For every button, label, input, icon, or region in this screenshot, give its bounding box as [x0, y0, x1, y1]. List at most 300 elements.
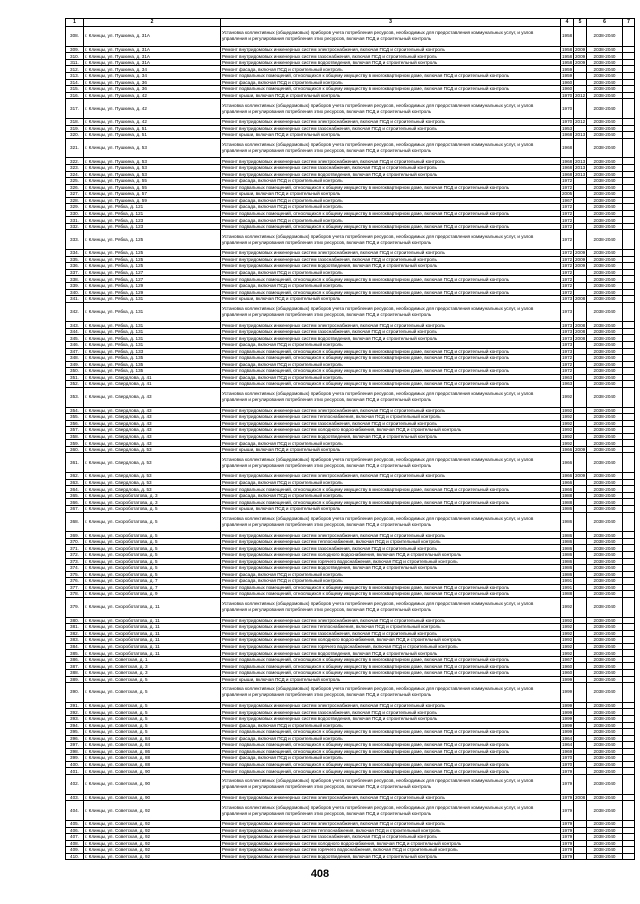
- row-planned-period: 2038-2040: [587, 853, 623, 860]
- row-build-year: 1959: [562, 66, 573, 72]
- row-number: 319.: [66, 125, 84, 132]
- row-build-year: 1986: [562, 571, 573, 577]
- row-address: г. Клинцы, ул. Скороботатова, д. 5: [84, 512, 221, 532]
- row-number: 405.: [66, 821, 84, 828]
- row-work-type: Ремонт внутридомовых инженерных систем теплоснабжения, включая ПСД и строительный контроль: [221, 624, 561, 631]
- row-address: г. Клинцы, ул. Советская, д. 5: [84, 676, 221, 683]
- row-number: 402.: [66, 774, 84, 794]
- row-number: 403.: [66, 794, 84, 801]
- row-build-year: 1972: [562, 263, 573, 269]
- row-planned-period: 2038-2040: [587, 53, 623, 60]
- table-row: [66, 99, 635, 119]
- row-build-year: 1973: [562, 342, 573, 348]
- row-work-type: Ремонт подвальных помещений, относящихся к общему имуществу в многоквартирном доме, включая ПСД и строительный контроль: [221, 670, 561, 677]
- row-number: 365.: [66, 492, 84, 499]
- row-work-type: Установка коллективных (общедомовых) приборов учета потребления ресурсов, необходимых для предоставления коммунальных услуг, и узлов управления и регулирования потребления этих ресурсов, включая ПСД и строительный контроль: [221, 597, 561, 617]
- column-header-5: 5: [574, 19, 587, 27]
- row-planned-period: 2038-2040: [587, 138, 623, 158]
- row-last-repair-year: 2009: [575, 256, 586, 262]
- row-number: 320.: [66, 132, 84, 139]
- row-address: г. Клинцы, ул. Пушкина, д. 51: [84, 125, 221, 132]
- row-address: г. Клинцы, ул. Скороботатова, д. 11: [84, 617, 221, 624]
- row-number: 407.: [66, 834, 84, 841]
- row-address: г. Клинцы, ул. Скороботатова, д. 11: [84, 650, 221, 657]
- row-planned-period: 2038-2040: [587, 538, 623, 545]
- row-address: г. Клинцы, ул. Свердлова, д. 43: [84, 407, 221, 414]
- row-number: 318.: [66, 118, 84, 125]
- row-number: 408.: [66, 840, 84, 847]
- row-planned-period: 2038-2040: [587, 591, 623, 598]
- row-planned-period: 2038-2040: [587, 630, 623, 637]
- row-number: 391.: [66, 702, 84, 709]
- row-planned-period: 2038-2040: [587, 702, 623, 709]
- row-work-type: Ремонт внутридомовых инженерных систем газоснабжения, включая ПСД и строительный контроль: [221, 164, 561, 171]
- row-build-year: 1999: [561, 683, 574, 703]
- row-work-type: Ремонт внутридомовых инженерных систем электроснабжения, включая ПСД и строительный контроль: [221, 702, 561, 709]
- row-address: г. Клинцы, ул. Скороботатова, д. 3: [84, 499, 221, 506]
- row-work-type: Ремонт внутридомовых инженерных систем электроснабжения, включая ПСД и строительный контроль: [221, 46, 561, 53]
- row-last-repair-year: 2008: [575, 335, 586, 341]
- row-work-type: Ремонт фасада, включая ПСД и строительный контроль: [221, 492, 561, 499]
- row-planned-period: 2038-2040: [587, 801, 623, 821]
- row-work-type: Ремонт фасада, включая ПСД и строительный контроль: [221, 755, 561, 762]
- row-number: 317.: [66, 99, 84, 119]
- row-planned-period: 2038-2040: [587, 72, 623, 79]
- row-work-type: Ремонт внутридомовых инженерных систем водоотведения, включая ПСД и строительный контроль: [221, 650, 561, 657]
- row-address: г. Клинцы, ул. Рябка, д. 135: [84, 361, 221, 368]
- row-number: 351.: [66, 374, 84, 381]
- row-build-year: 1986: [562, 545, 573, 551]
- row-last-repair-year: [574, 597, 587, 617]
- row-build-year: 1966: [561, 453, 574, 473]
- row-planned-period: 2038-2040: [587, 637, 623, 644]
- row-last-repair-year: [574, 27, 587, 47]
- row-planned-period: 2038-2040: [587, 197, 623, 204]
- row-last-repair-year: [574, 453, 587, 473]
- row-address: г. Клинцы, ул. Рябка, д. 121: [84, 204, 221, 211]
- row-planned-period: 2038-2040: [587, 387, 623, 407]
- row-work-type: Ремонт крыши, включая ПСД и строительный контроль: [221, 446, 561, 453]
- row-build-year: 1972: [562, 256, 573, 262]
- row-number: 375.: [66, 571, 84, 578]
- row-address: г. Клинцы, ул. Свердлова, д. 53: [84, 486, 221, 493]
- row-work-type: Ремонт внутридомовых инженерных систем водоотведения, включая ПСД и строительный контроль: [221, 565, 561, 572]
- table-row: [66, 801, 635, 821]
- row-last-repair-year: [574, 99, 587, 119]
- row-planned-period: 2038-2040: [587, 486, 623, 493]
- row-note: [623, 387, 635, 407]
- row-address: г. Клинцы, ул. Советская, д. 92: [84, 821, 221, 828]
- row-work-type: Ремонт внутридомовых инженерных систем теплоснабжения, включая ПСД и строительный контроль: [221, 827, 561, 834]
- row-address: г. Клинцы, ул. Советская, д. 84: [84, 735, 221, 742]
- row-build-year: 1979: [562, 853, 573, 859]
- row-address: г. Клинцы, ул. Рябка, д. 133: [84, 348, 221, 355]
- row-address: г. Клинцы, ул. Рябка, д. 129: [84, 282, 221, 289]
- document-sheet: [65, 18, 634, 860]
- row-work-type: Установка коллективных (общедомовых) приборов учета потребления ресурсов, необходимых для предоставления коммунальных услуг, и узлов управления и регулирования потребления этих ресурсов, включая ПСД и строительный контроль: [221, 230, 561, 250]
- row-address: г. Клинцы, ул. Свердлова, д. 53: [84, 473, 221, 480]
- row-last-repair-year: 2009: [575, 447, 586, 453]
- row-address: г. Клинцы, ул. Пушкина, д. 42: [84, 118, 221, 125]
- row-number: 374.: [66, 565, 84, 572]
- row-number: 360.: [66, 446, 84, 453]
- row-number: 314.: [66, 79, 84, 86]
- row-planned-period: 2038-2040: [587, 670, 623, 677]
- row-build-year: 1972: [562, 270, 573, 276]
- row-build-year: 1992: [562, 414, 573, 420]
- row-work-type: Ремонт внутридомовых инженерных систем электроснабжения, включая ПСД и строительный контроль: [221, 250, 561, 257]
- row-build-year: 1964: [562, 735, 573, 741]
- row-work-type: Установка коллективных (общедомовых) приборов учета потребления ресурсов, необходимых для предоставления коммунальных услуг, и узлов управления и регулирования потребления этих ресурсов, включая ПСД и строительный контроль: [221, 302, 561, 322]
- row-last-repair-year: [574, 853, 587, 860]
- row-planned-period: 2038-2040: [587, 656, 623, 663]
- row-work-type: Ремонт фасада, включая ПСД и строительный контроль: [221, 735, 561, 742]
- row-number: 406.: [66, 827, 84, 834]
- row-build-year: 1967: [562, 657, 573, 663]
- row-number: 397.: [66, 742, 84, 749]
- row-work-type: Ремонт фасада, включая ПСД и строительный контроль: [221, 79, 561, 86]
- row-address: г. Клинцы, ул. Рябка, д. 123: [84, 217, 221, 224]
- row-build-year: 1992: [562, 637, 573, 643]
- row-number: 349.: [66, 361, 84, 368]
- row-address: г. Клинцы, ул. Рябка, д. 131: [84, 335, 221, 342]
- row-number: 373.: [66, 558, 84, 565]
- row-address: г. Клинцы, ул. Скороботатова, д. 5: [84, 571, 221, 578]
- row-number: 332.: [66, 223, 84, 230]
- row-work-type: Ремонт внутридомовых инженерных систем теплоснабжения, включая ПСД и строительный контроль: [221, 414, 561, 421]
- row-build-year: 1979: [562, 794, 573, 800]
- row-number: 323.: [66, 164, 84, 171]
- row-work-type: Ремонт внутридомовых инженерных систем газоснабжения, включая ПСД и строительный контроль: [221, 709, 561, 716]
- row-work-type: Ремонт внутридомовых инженерных систем газоснабжения, включая ПСД и строительный контроль: [221, 256, 561, 263]
- row-last-repair-year: [574, 138, 587, 158]
- row-work-type: Ремонт внутридомовых инженерных систем водоотведения, включая ПСД и строительный контроль: [221, 853, 561, 860]
- row-number: 329.: [66, 204, 84, 211]
- row-work-type: Ремонт крыши, включая ПСД и строительный контроль: [221, 92, 561, 99]
- row-work-type: Установка коллективных (общедомовых) приборов учета потребления ресурсов, необходимых для предоставления коммунальных услуг, и узлов управления и регулирования потребления этих ресурсов, включая ПСД и строительный контроль: [221, 387, 561, 407]
- row-build-year: 1992: [562, 427, 573, 433]
- row-build-year: 1973: [562, 329, 573, 335]
- row-last-repair-year: [574, 801, 587, 821]
- row-number: 325.: [66, 178, 84, 185]
- row-planned-period: 2038-2040: [587, 361, 623, 368]
- row-note: [623, 801, 635, 821]
- row-number: 321.: [66, 138, 84, 158]
- row-address: г. Клинцы, ул. Свердлова, д. 43: [84, 427, 221, 434]
- row-build-year: 1986: [562, 539, 573, 545]
- row-address: г. Клинцы, ул. Свердлова, д. 41: [84, 381, 221, 388]
- row-work-type: Ремонт крыши, включая ПСД и строительный контроль: [221, 132, 561, 139]
- row-build-year: 1958: [561, 27, 574, 47]
- row-planned-period: 2038-2040: [587, 840, 623, 847]
- row-build-year: 1963: [562, 381, 573, 387]
- row-work-type: Ремонт внутридомовых инженерных систем электроснабжения, включая ПСД и строительный контроль: [221, 821, 561, 828]
- row-number: 367.: [66, 506, 84, 513]
- row-address: г. Клинцы, ул. Рябка, д. 123: [84, 223, 221, 230]
- row-planned-period: 2038-2040: [587, 552, 623, 559]
- row-address: г. Клинцы, ул. Пушкина, д. 59: [84, 197, 221, 204]
- row-build-year: 1964: [562, 742, 573, 748]
- row-address: г. Клинцы, ул. Рябка, д. 131: [84, 322, 221, 329]
- row-work-type: Ремонт внутридомовых инженерных систем газоснабжения, включая ПСД и строительный контроль: [221, 545, 561, 552]
- row-work-type: Ремонт подвальных помещений, относящихся к общему имуществу в многоквартирном доме, включая ПСД и строительный контроль: [221, 761, 561, 768]
- row-build-year: 1991: [562, 578, 573, 584]
- row-number: 401.: [66, 768, 84, 775]
- row-work-type: Ремонт подвальных помещений, относящихся к общему имуществу в многоквартирном доме, включая ПСД и строительный контроль: [221, 486, 561, 493]
- row-work-type: Ремонт подвальных помещений, относящихся к общему имуществу в многоквартирном доме, включая ПСД и строительный контроль: [221, 742, 561, 749]
- row-work-type: Ремонт крыши, включая ПСД и строительный контроль: [221, 296, 561, 303]
- row-work-type: Ремонт подвальных помещений, относящихся к общему имуществу в многоквартирном доме, включая ПСД и строительный контроль: [221, 355, 561, 362]
- row-work-type: Ремонт внутридомовых инженерных систем водоотведения, включая ПСД и строительный контроль: [221, 171, 561, 178]
- row-build-year: 1959: [562, 73, 573, 79]
- row-build-year: 1968: [562, 165, 573, 171]
- row-number: 398.: [66, 748, 84, 755]
- row-build-year: 1986: [562, 565, 573, 571]
- row-work-type: Ремонт фасада, включая ПСД и строительный контроль: [221, 479, 561, 486]
- row-note: [623, 512, 635, 532]
- row-build-year: 1972: [562, 283, 573, 289]
- row-last-repair-year: [574, 230, 587, 250]
- row-build-year: 1986: [561, 512, 574, 532]
- row-work-type: Ремонт внутридомовых инженерных систем электроснабжения, включая ПСД и строительный контроль: [221, 617, 561, 624]
- row-note: [623, 774, 635, 794]
- row-address: г. Клинцы, ул. Советская, д. 92: [84, 834, 221, 841]
- row-planned-period: 2038-2040: [587, 827, 623, 834]
- row-address: г. Клинцы, ул. Свердлова, д. 53: [84, 453, 221, 473]
- row-address: г. Клинцы, ул. Рябка, д. 125: [84, 230, 221, 250]
- row-build-year: 1992: [561, 387, 574, 407]
- row-work-type: Ремонт подвальных помещений, относящихся к общему имуществу в многоквартирном доме, включая ПСД и строительный контроль: [221, 656, 561, 663]
- row-planned-period: 2038-2040: [587, 59, 623, 66]
- row-number: 316.: [66, 92, 84, 99]
- row-build-year: 1999: [562, 703, 573, 709]
- row-last-repair-year: [574, 512, 587, 532]
- row-work-type: Ремонт внутридомовых инженерных систем водоотведения, включая ПСД и строительный контроль: [221, 335, 561, 342]
- row-address: г. Клинцы, ул. Свердлова, д. 53: [84, 479, 221, 486]
- row-planned-period: 2038-2040: [587, 217, 623, 224]
- row-work-type: Ремонт подвальных помещений, относящихся к общему имуществу в многоквартирном доме, включая ПСД и строительный контроль: [221, 584, 561, 591]
- row-address: г. Клинцы, ул. Рябка, д. 131: [84, 302, 221, 322]
- row-work-type: Ремонт подвальных помещений, относящихся к общему имуществу в многоквартирном доме, включая ПСД и строительный контроль: [221, 223, 561, 230]
- row-note: [623, 99, 635, 119]
- row-build-year: 1972: [562, 289, 573, 295]
- row-number: 312.: [66, 66, 84, 73]
- row-work-type: Установка коллективных (общедомовых) приборов учета потребления ресурсов, необходимых для предоставления коммунальных услуг, и узлов управления и регулирования потребления этих ресурсов, включая ПСД и строительный контроль: [221, 801, 561, 821]
- row-number: 389.: [66, 676, 84, 683]
- table-row: [66, 853, 635, 860]
- row-work-type: Установка коллективных (общедомовых) приборов учета потребления ресурсов, необходимых для предоставления коммунальных услуг, и узлов управления и регулирования потребления этих ресурсов, включая ПСД и строительный контроль: [221, 453, 561, 473]
- row-address: г. Клинцы, ул. Пушкина, д. 34: [84, 66, 221, 73]
- row-build-year: 1979: [561, 801, 574, 821]
- row-work-type: Ремонт подвальных помещений, относящихся к общему имуществу в многоквартирном доме, включая ПСД и строительный контроль: [221, 748, 561, 755]
- row-work-type: Установка коллективных (общедомовых) приборов учета потребления ресурсов, необходимых для предоставления коммунальных услуг, и узлов управления и регулирования потребления этих ресурсов, включая ПСД и строительный контроль: [221, 512, 561, 532]
- row-address: г. Клинцы, ул. Пушкина, д. 42: [84, 92, 221, 99]
- page-number: 408: [310, 868, 330, 880]
- row-planned-period: 2038-2040: [587, 92, 623, 99]
- row-note: [623, 453, 635, 473]
- row-address: г. Клинцы, ул. Пушкина, д. 36: [84, 79, 221, 86]
- row-planned-period: 2038-2040: [587, 302, 623, 322]
- row-build-year: 1992: [562, 643, 573, 649]
- row-address: г. Клинцы, ул. Скороботатова, д. 7: [84, 584, 221, 591]
- row-address: г. Клинцы, ул. Рябка, д. 129: [84, 289, 221, 296]
- row-number: 409.: [66, 847, 84, 854]
- row-address: г. Клинцы, ул. Скороботатова, д. 9: [84, 591, 221, 598]
- row-planned-period: 2038-2040: [587, 643, 623, 650]
- row-build-year: 1999: [562, 729, 573, 735]
- row-build-year: 1960: [562, 670, 573, 676]
- row-number: 382.: [66, 630, 84, 637]
- row-build-year: 1979: [562, 834, 573, 840]
- row-work-type: Ремонт внутридомовых инженерных систем холодного водоснабжения, включая ПСД и строительный контроль: [221, 840, 561, 847]
- row-build-year: 1992: [562, 650, 573, 656]
- row-address: г. Клинцы, ул. Советская, д. 5: [84, 729, 221, 736]
- row-last-repair-year: 2008: [575, 296, 586, 302]
- row-build-year: 1992: [562, 440, 573, 446]
- row-build-year: 1979: [562, 768, 573, 774]
- row-build-year: 1992: [562, 617, 573, 623]
- row-build-year: 1986: [562, 506, 573, 512]
- row-address: г. Клинцы, ул. Советская, д. 3: [84, 663, 221, 670]
- row-note: [623, 138, 635, 158]
- row-work-type: Ремонт внутридомовых инженерных систем горячего водоснабжения, включая ПСД и строительный контроль: [221, 558, 561, 565]
- row-planned-period: 2038-2040: [587, 132, 623, 139]
- row-address: г. Клинцы, ул. Рябка, д. 131: [84, 328, 221, 335]
- row-planned-period: 2038-2040: [587, 250, 623, 257]
- row-address: г. Клинцы, ул. Советская, д. 92: [84, 847, 221, 854]
- row-work-type: Ремонт подвальных помещений, относящихся к общему имуществу в многоквартирном доме, включая ПСД и строительный контроль: [221, 768, 561, 775]
- row-planned-period: 2038-2040: [587, 164, 623, 171]
- row-address: г. Клинцы, ул. Советская, д. 88: [84, 755, 221, 762]
- row-planned-period: 2038-2040: [587, 223, 623, 230]
- row-work-type: Ремонт внутридомовых инженерных систем электроснабжения, включая ПСД и строительный контроль: [221, 407, 561, 414]
- row-build-year: 1992: [561, 597, 574, 617]
- row-number: 400.: [66, 761, 84, 768]
- row-planned-period: 2038-2040: [587, 355, 623, 362]
- row-planned-period: 2038-2040: [587, 276, 623, 283]
- row-work-type: Ремонт внутридомовых инженерных систем водоотведения, включая ПСД и строительный контроль: [221, 433, 561, 440]
- row-address: г. Клинцы, ул. Свердлова, д. 43: [84, 440, 221, 447]
- row-planned-period: 2038-2040: [587, 748, 623, 755]
- row-number: 404.: [66, 801, 84, 821]
- row-last-repair-year: 2008: [575, 794, 586, 800]
- row-work-type: Ремонт фасада, включая ПСД и строительный контроль: [221, 178, 561, 185]
- row-address: г. Клинцы, ул. Свердлова, д. 43: [84, 387, 221, 407]
- row-build-year: 1972: [562, 224, 573, 230]
- row-work-type: Установка коллективных (общедомовых) приборов учета потребления ресурсов, необходимых для предоставления коммунальных услуг, и узлов управления и регулирования потребления этих ресурсов, включая ПСД и строительный контроль: [221, 138, 561, 158]
- column-header-1: 1: [66, 19, 84, 27]
- row-address: г. Клинцы, ул. Скороботатова, д. 3: [84, 492, 221, 499]
- row-number: 386.: [66, 656, 84, 663]
- row-number: 334.: [66, 250, 84, 257]
- row-planned-period: 2038-2040: [587, 230, 623, 250]
- row-planned-period: 2038-2040: [587, 617, 623, 624]
- row-number: 341.: [66, 296, 84, 303]
- row-planned-period: 2038-2040: [587, 118, 623, 125]
- row-work-type: Ремонт подвальных помещений, относящихся к общему имуществу в многоквартирном доме, включая ПСД и строительный контроль: [221, 276, 561, 283]
- row-work-type: Ремонт фасада, включая ПСД и строительный контроль: [221, 66, 561, 73]
- table-body: [66, 27, 635, 860]
- row-build-year: 1970: [562, 755, 573, 761]
- table-row: [66, 597, 635, 617]
- column-header-3: 3: [221, 19, 561, 27]
- row-build-year: 1992: [562, 407, 573, 413]
- row-work-type: Ремонт фасада, включая ПСД и строительный контроль: [221, 578, 561, 585]
- row-planned-period: 2038-2040: [587, 742, 623, 749]
- row-planned-period: 2038-2040: [587, 774, 623, 794]
- row-number: 388.: [66, 670, 84, 677]
- row-number: 387.: [66, 663, 84, 670]
- row-build-year: 1988: [562, 499, 573, 505]
- row-planned-period: 2038-2040: [587, 558, 623, 565]
- row-work-type: Ремонт крыши, включая ПСД и строительный контроль: [221, 191, 561, 198]
- row-planned-period: 2038-2040: [587, 171, 623, 178]
- row-planned-period: 2038-2040: [587, 414, 623, 421]
- row-address: г. Клинцы, ул. Скороботатова, д. 11: [84, 597, 221, 617]
- row-planned-period: 2038-2040: [587, 178, 623, 185]
- row-planned-period: 2038-2040: [587, 99, 623, 119]
- row-number: 393.: [66, 715, 84, 722]
- row-last-repair-year: [574, 302, 587, 322]
- row-address: г. Клинцы, ул. Скороботатова, д. 5: [84, 558, 221, 565]
- row-number: 337.: [66, 269, 84, 276]
- row-address: г. Клинцы, ул. Советская, д. 5: [84, 702, 221, 709]
- row-planned-period: 2038-2040: [587, 492, 623, 499]
- row-build-year: 1972: [562, 210, 573, 216]
- row-number: 379.: [66, 597, 84, 617]
- row-work-type: Ремонт подвальных помещений, относящихся к общему имуществу в многоквартирном доме, включая ПСД и строительный контроль: [221, 729, 561, 736]
- row-last-repair-year: 2009: [575, 60, 586, 66]
- row-work-type: Установка коллективных (общедомовых) приборов учета потребления ресурсов, необходимых для предоставления коммунальных услуг, и узлов управления и регулирования потребления этих ресурсов, включая ПСД и строительный контроль: [221, 27, 561, 47]
- row-work-type: Установка коллективных (общедомовых) приборов учета потребления ресурсов, необходимых для предоставления коммунальных услуг, и узлов управления и регулирования потребления этих ресурсов, включая ПСД и строительный контроль: [221, 683, 561, 703]
- row-address: г. Клинцы, ул. Рябка, д. 131: [84, 342, 221, 349]
- row-address: г. Клинцы, ул. Пушкина, д. 53: [84, 138, 221, 158]
- row-last-repair-year: 2013: [575, 158, 586, 164]
- table-header-row: [66, 19, 635, 27]
- row-work-type: Ремонт подвальных помещений, относящихся к общему имуществу в многоквартирном доме, включая ПСД и строительный контроль: [221, 86, 561, 93]
- row-build-year: 1972: [561, 230, 574, 250]
- row-work-type: Ремонт внутридомовых инженерных систем газоснабжения, включая ПСД и строительный контроль: [221, 420, 561, 427]
- row-number: 368.: [66, 512, 84, 532]
- row-address: г. Клинцы, ул. Рябка, д. 125: [84, 263, 221, 270]
- row-address: г. Клинцы, ул. Скороботатова, д. 11: [84, 637, 221, 644]
- row-build-year: 1970: [561, 99, 574, 119]
- table-row: [66, 453, 635, 473]
- row-planned-period: 2038-2040: [587, 597, 623, 617]
- row-address: г. Клинцы, ул. Советская, д. 3: [84, 670, 221, 677]
- row-work-type: Ремонт фасада, включая ПСД и строительный контроль: [221, 217, 561, 224]
- row-build-year: 1973: [561, 302, 574, 322]
- row-number: 344.: [66, 328, 84, 335]
- row-number: 355.: [66, 414, 84, 421]
- row-work-type: Ремонт фасада, включая ПСД и строительный контроль: [221, 374, 561, 381]
- row-number: 377.: [66, 584, 84, 591]
- row-address: г. Клинцы, ул. Рябка, д. 127: [84, 269, 221, 276]
- row-build-year: 1969: [562, 748, 573, 754]
- row-address: г. Клинцы, ул. Свердлова, д. 43: [84, 414, 221, 421]
- row-last-repair-year: 2009: [575, 263, 586, 269]
- row-number: 335.: [66, 256, 84, 263]
- row-work-type: Ремонт подвальных помещений, относящихся к общему имуществу в многоквартирном доме, включая ПСД и строительный контроль: [221, 499, 561, 506]
- row-planned-period: 2038-2040: [587, 335, 623, 342]
- row-work-type: Ремонт подвальных помещений, относящихся к общему имуществу в многоквартирном доме, включая ПСД и строительный контроль: [221, 210, 561, 217]
- table-row: [66, 387, 635, 407]
- row-number: 330.: [66, 210, 84, 217]
- row-build-year: 1966: [562, 447, 573, 453]
- row-work-type: Ремонт крыши, включая ПСД и строительный контроль: [221, 506, 561, 513]
- row-address: г. Клинцы, ул. Советская, д. 90: [84, 794, 221, 801]
- row-build-year: 1999: [562, 709, 573, 715]
